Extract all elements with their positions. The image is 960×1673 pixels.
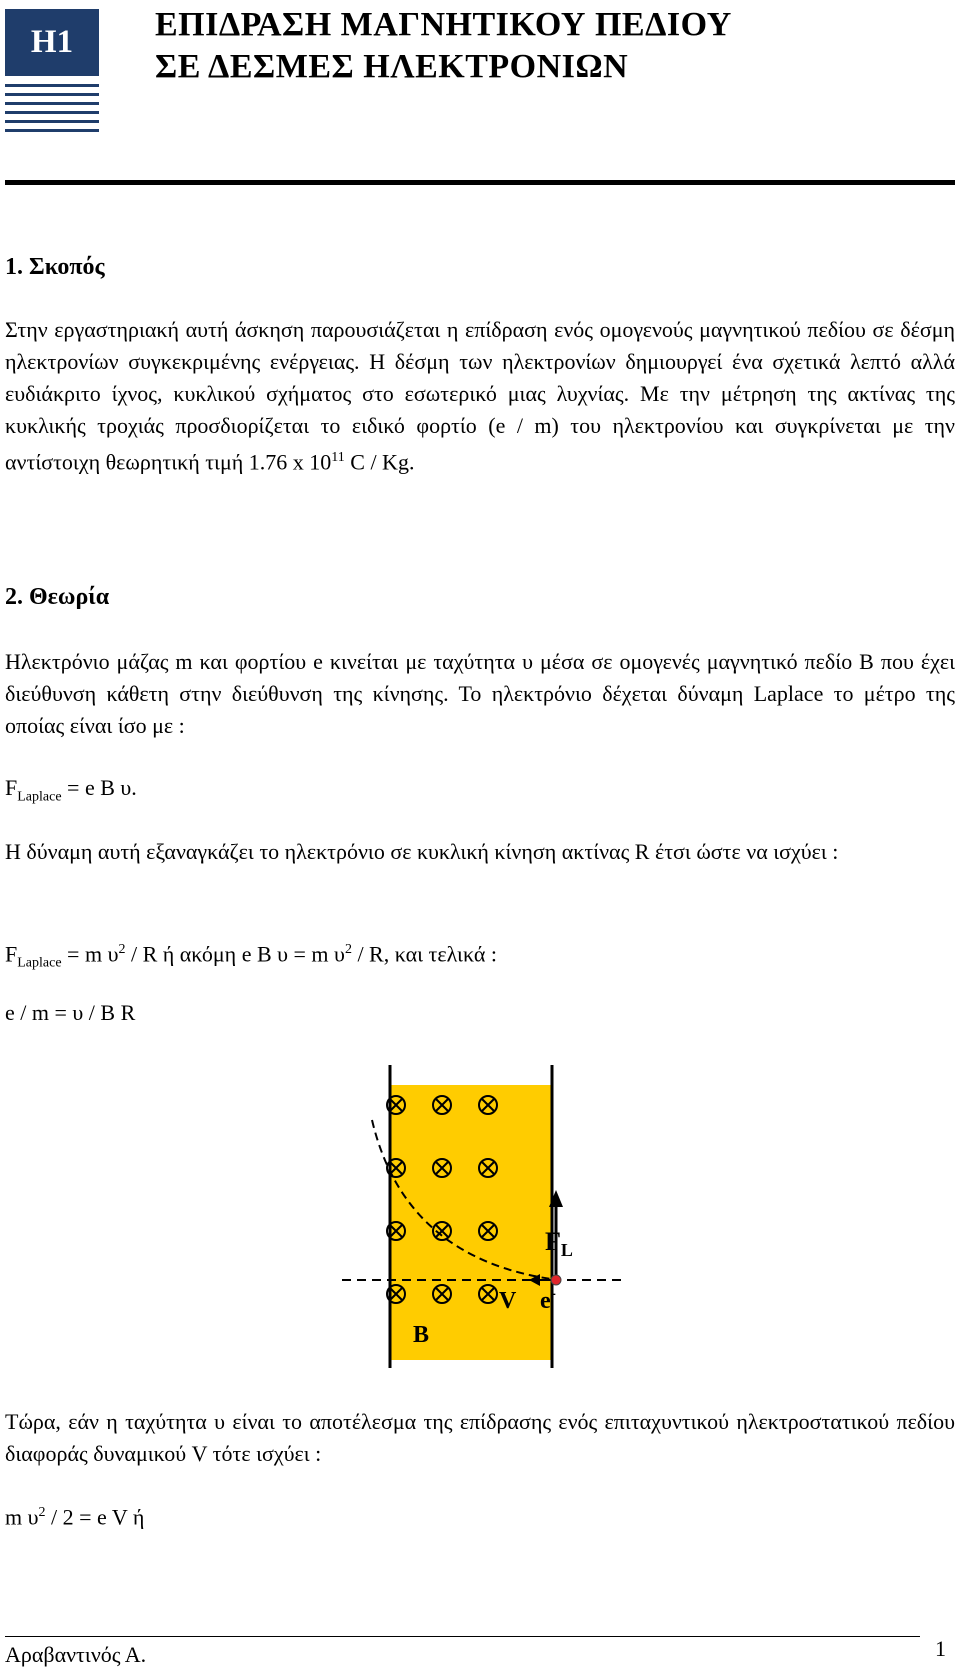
section-badge: H1 xyxy=(5,9,99,76)
purpose-text: Στην εργαστηριακή αυτή άσκηση παρουσιάζεται η επίδραση ενός ομογενούς μαγνητικού πεδίου σε δέσμη ηλεκτρονίων συγκεκριμένης ενέργειας. Η δέσμη των ηλεκτρονίων δημιουργεί ένα σχετικά λεπτό αλλά ευδιάκριτο ίχνος, κυκλικού σχήματος στο εσωτερικό μιας λυχνίας. Με την μέτρηση της ακτίνας της κυκλικής τροχιάς προσδιορίζεται το ειδικό φορτίο (e / m) του ηλεκτρονίου και συγκρίνεται με την αντίστοιχη θεωρητική τιμή 1.76 x 10 xyxy=(5,317,955,475)
formula-subscript: Laplace xyxy=(17,789,62,805)
formula-part: / R, και τελικά : xyxy=(351,941,497,967)
header-rule xyxy=(5,180,955,185)
label-force: $F_L$ xyxy=(545,1227,573,1260)
exponent: 11 xyxy=(331,450,345,465)
magnetic-field-diagram xyxy=(330,1065,650,1375)
formula-part: / R ή ακόμη e B υ = m υ xyxy=(125,941,345,967)
purpose-text-end: C / Kg. xyxy=(344,449,415,475)
document-title xyxy=(155,4,732,88)
formula-symbol: F xyxy=(5,941,18,967)
formula-part: m υ xyxy=(5,1504,39,1530)
formula-subscript: Laplace xyxy=(17,955,62,971)
title-line-1: ΕΠΙΔΡΑΣΗ ΜΑΓΝΗΤΙΚΟΥ ΠΕΔΙΟΥ xyxy=(155,6,732,43)
electron xyxy=(551,1275,561,1285)
footer-author: Αραβαντινός Α. xyxy=(5,1642,147,1667)
formula-superscript: 2 xyxy=(344,942,352,957)
formula-part: / 2 = e V ή xyxy=(45,1504,145,1530)
purpose-paragraph xyxy=(5,314,955,478)
theory-paragraph-2: Η δύναμη αυτή εξαναγκάζει το ηλεκτρόνιο σε κυκλική κίνηση ακτίνας R έτσι ώστε να ισχύει : xyxy=(5,839,839,864)
title-line-2: ΣΕ ΔΕΣΜΕΣ ΗΛΕΚΤΡΟΝΙΩΝ xyxy=(155,48,629,85)
formula-laplace xyxy=(5,772,137,813)
formula-superscript: 2 xyxy=(38,1505,46,1520)
page-number: 1 xyxy=(935,1636,946,1661)
theory-paragraph-3: Τώρα, εάν η ταχύτητα υ είναι το αποτέλεσμα της επίδρασης ενός επιταχυντικού ηλεκτροστατικού πεδίου διαφοράς δυναμικού V τότε ισχύει : xyxy=(5,1409,955,1466)
formula-symbol: F xyxy=(5,775,18,800)
label-electron: e- xyxy=(540,1285,556,1314)
badge-decoration xyxy=(5,84,99,138)
footer-rule xyxy=(5,1636,920,1637)
formula-centripetal xyxy=(5,934,497,980)
formula-rest: = e B υ. xyxy=(61,775,137,800)
formula-specific-charge: e / m = υ / B R xyxy=(5,1000,136,1025)
label-velocity: V xyxy=(499,1288,517,1314)
theory-paragraph-1: Ηλεκτρόνιο μάζας m και φορτίου e κινείται με ταχύτητα υ μέσα σε ομογενές μαγνητικό πεδίο Β που έχει διεύθυνση κάθετη στην διεύθυνση της κίνησης. Το ηλεκτρόνιο δέχεται δύναμη Laplace το μέτρο της οποίας είναι ίσο με : xyxy=(5,649,955,738)
section-heading-purpose: 1. Σκοπός xyxy=(5,254,105,280)
section-heading-theory: 2. Θεωρία xyxy=(5,584,110,610)
formula-energy xyxy=(5,1497,144,1533)
label-field: B xyxy=(413,1322,430,1348)
field-region xyxy=(390,1085,552,1360)
formula-part: = m υ xyxy=(61,941,119,967)
formula-superscript: 2 xyxy=(118,942,126,957)
